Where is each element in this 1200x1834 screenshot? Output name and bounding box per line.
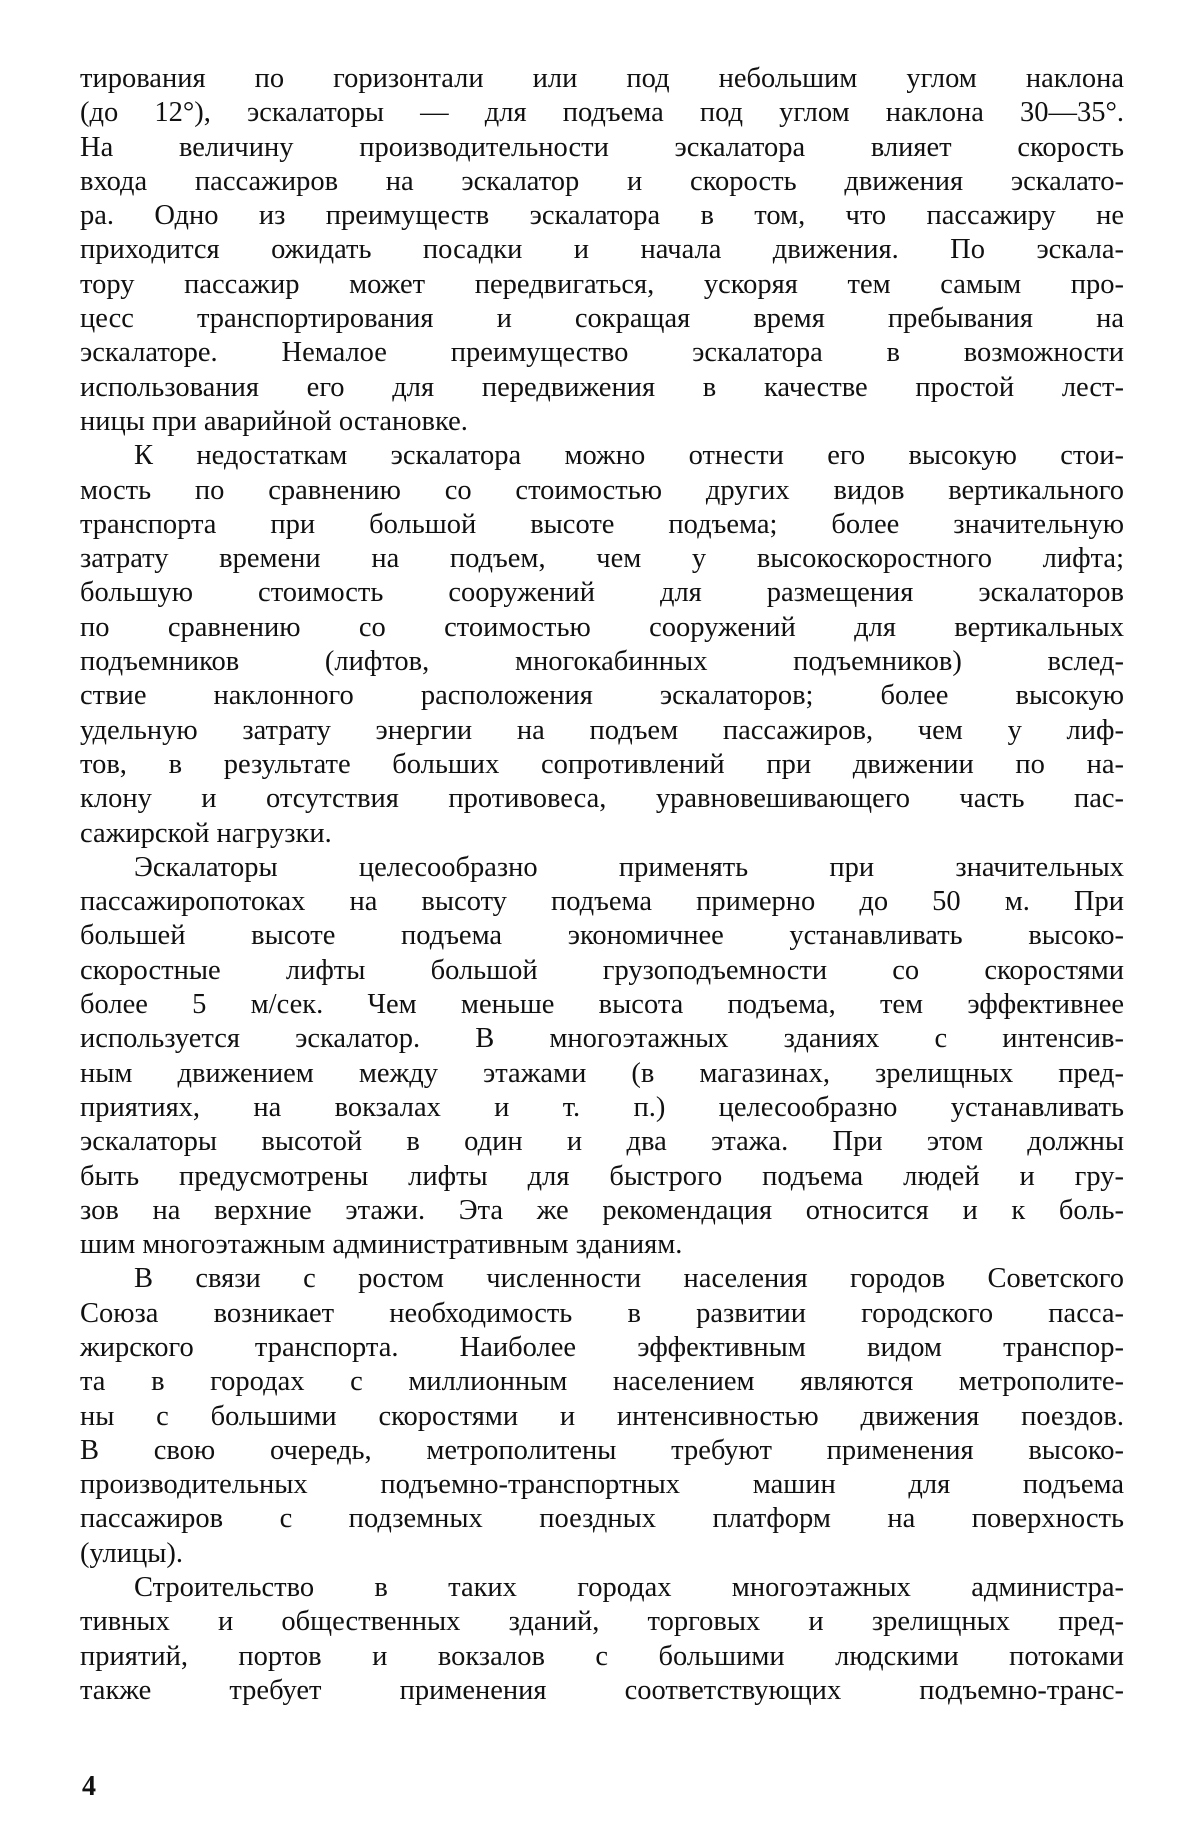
text-line: шим многоэтажным административным зданиям. — [80, 1229, 683, 1261]
text-line: удельную затрату энергии на подъем пассажиров, чем у лиф- — [80, 714, 1124, 746]
text-line: ра. Одно из преимуществ эскалатора в том, что пассажиру не — [80, 200, 1124, 232]
text-line: В свою очередь, метрополитены требуют применения высоко- — [80, 1434, 1124, 1466]
paragraph-escalator-application — [80, 851, 1124, 1263]
text-line: приятиях, на вокзалах и т. п.) целесообразно устанавливать — [80, 1091, 1124, 1123]
text-line: Эскалаторы целесообразно применять при значительных — [134, 851, 1124, 883]
text-line: использования его для передвижения в качестве простой лест- — [80, 371, 1124, 403]
text-line: цесс транспортирования и сокращая время пребывания на — [80, 303, 1124, 335]
text-line: ны с большими скоростями и интенсивностью движения поездов. — [80, 1400, 1124, 1432]
text-line: эскалаторе. Немалое преимущество эскалатора в возможности — [80, 337, 1124, 369]
text-line: скоростные лифты большой грузоподъемности со скоростями — [80, 954, 1124, 986]
text-line: клону и отсутствия противовеса, уравновешивающего часть пас- — [80, 783, 1124, 815]
text-line: жирского транспорта. Наиболее эффективным видом транспор- — [80, 1331, 1124, 1363]
text-line: большую стоимость сооружений для размещения эскалаторов — [80, 577, 1124, 609]
text-line: К недостаткам эскалатора можно отнести его высокую стои- — [134, 440, 1124, 472]
page-body — [80, 62, 1124, 1708]
text-line: тору пассажир может передвигаться, ускоряя тем самым про- — [80, 268, 1124, 300]
text-line: сажирской нагрузки. — [80, 817, 332, 849]
text-line: подъемников (лифтов, многокабинных подъемников) вслед- — [80, 646, 1124, 678]
text-line: тов, в результате больших сопротивлений при движении по на- — [80, 748, 1124, 780]
paragraph-escalator-disadvantages — [80, 439, 1124, 851]
text-line: (до 12°), эскалаторы — для подъема под углом наклона 30—35°. — [80, 97, 1124, 129]
text-line: большей высоте подъема экономичнее устанавливать высоко- — [80, 920, 1124, 952]
text-line: та в городах с миллионным населением являются метрополите- — [80, 1366, 1124, 1398]
text-line: быть предусмотрены лифты для быстрого подъема людей и гру- — [80, 1160, 1124, 1192]
text-line: приходится ожидать посадки и начала движения. По эскала- — [80, 234, 1124, 266]
paragraph-escalator-advantages — [80, 62, 1124, 439]
text-line: Союза возникает необходимость в развитии городского пасса- — [80, 1297, 1124, 1329]
text-line: Строительство в таких городах многоэтажных администра- — [134, 1572, 1124, 1604]
paragraph-metro-transport — [80, 1262, 1124, 1571]
text-line: зов на верхние этажи. Эта же рекомендация относится и к боль- — [80, 1194, 1124, 1226]
text-line: входа пассажиров на эскалатор и скорость движения эскалато- — [80, 165, 1124, 197]
text-line: эскалаторы высотой в один и два этажа. При этом должны — [80, 1126, 1124, 1158]
text-line: используется эскалатор. В многоэтажных зданиях с интенсив- — [80, 1023, 1124, 1055]
text-line: ницы при аварийной остановке. — [80, 405, 468, 437]
text-line: пассажиропотоках на высоту подъема примерно до 50 м. При — [80, 886, 1124, 918]
text-line: по сравнению со стоимостью сооружений для вертикальных — [80, 611, 1124, 643]
paragraph-construction — [80, 1571, 1124, 1708]
text-line: мость по сравнению со стоимостью других видов вертикального — [80, 474, 1124, 506]
text-line: также требует применения соответствующих подъемно-транс- — [80, 1674, 1124, 1706]
text-line: приятий, портов и вокзалов с большими людскими потоками — [80, 1640, 1124, 1672]
text-line: пассажиров с подземных поездных платформ на поверхность — [80, 1503, 1124, 1535]
text-line: тирования по горизонтали или под небольшим углом наклона — [80, 63, 1124, 94]
text-line: ным движением между этажами (в магазинах, зрелищных пред- — [80, 1057, 1124, 1089]
text-line: ствие наклонного расположения эскалаторов; более высокую — [80, 680, 1124, 712]
text-line: более 5 м/сек. Чем меньше высота подъема, тем эффективнее — [80, 989, 1124, 1021]
text-line: производительных подъемно-транспортных машин для подъема — [80, 1469, 1124, 1501]
text-line: В связи с ростом численности населения городов Советского — [134, 1263, 1124, 1295]
text-line: На величину производительности эскалатора влияет скорость — [80, 131, 1124, 163]
text-line: (улицы). — [80, 1537, 183, 1569]
text-line: затрату времени на подъем, чем у высокоскоростного лифта; — [80, 543, 1124, 575]
text-line: тивных и общественных зданий, торговых и зрелищных пред- — [80, 1606, 1124, 1638]
page-number: 4 — [82, 1771, 96, 1802]
text-line: транспорта при большой высоте подъема; более значительную — [80, 508, 1124, 540]
